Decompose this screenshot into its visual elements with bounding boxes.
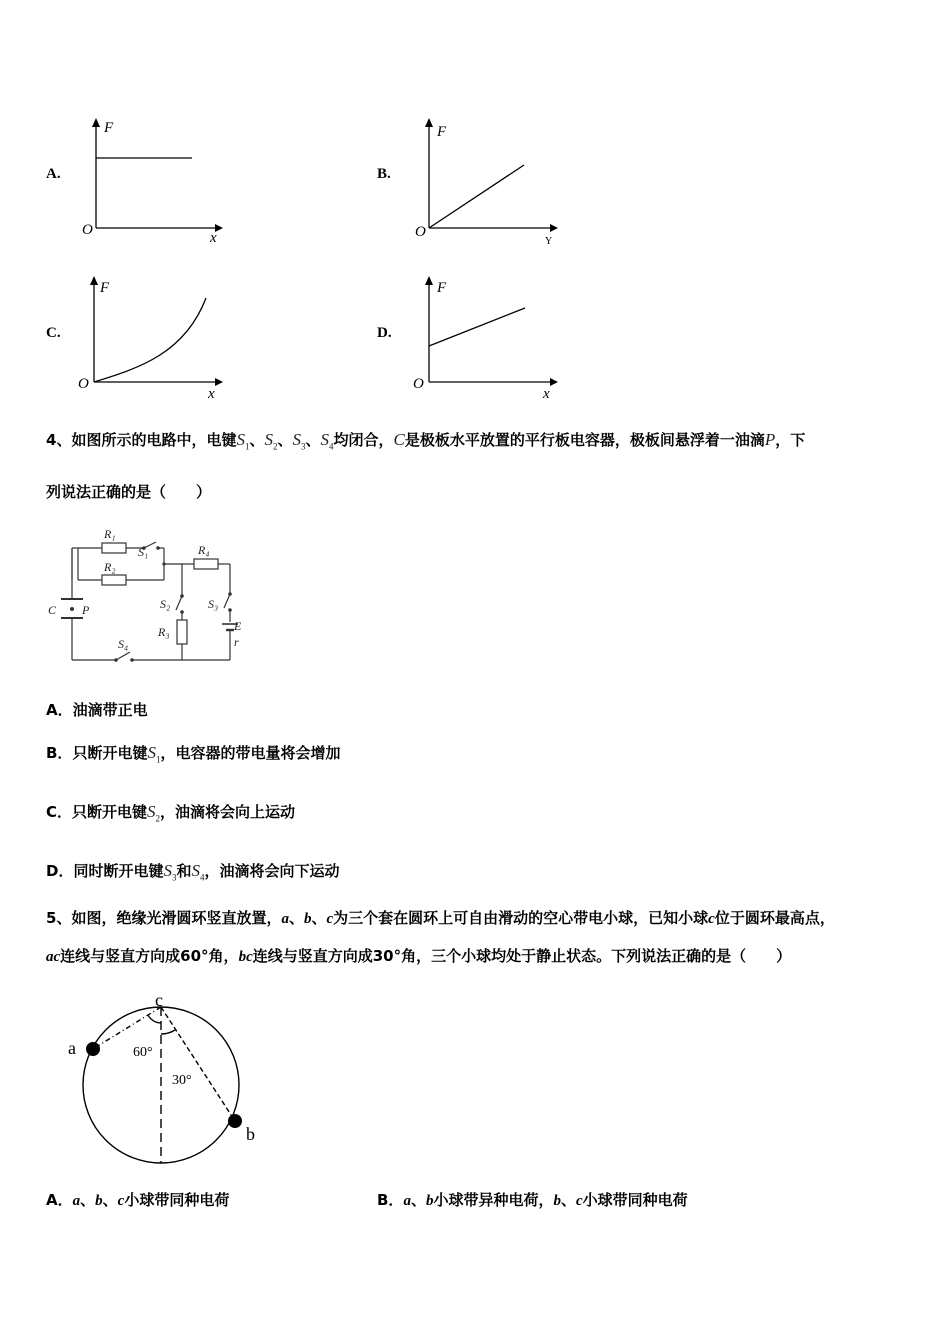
graph-a — [70, 110, 240, 245]
graph-c — [70, 268, 240, 403]
graph-d-y-label: F — [437, 280, 447, 296]
ring-c-label: c — [155, 990, 163, 1010]
graph-d-origin: O — [413, 376, 424, 392]
graph-a-y-label: F — [104, 120, 114, 136]
graph-b-origin: O — [415, 224, 426, 240]
q4-stem-line1: 4、如图所示的电路中，电键$S_1$、$S_2$、$S_3$、$S_4$均闭合，C是极板水平放置的平行板电容器，极板间悬浮着一油滴P，下 — [46, 430, 806, 452]
q4-circuit-diagram — [44, 520, 254, 666]
circuit-e-label: E — [234, 619, 242, 633]
q4-p-symbol: P — [764, 430, 776, 449]
q4-option-a: A．油滴带正电 — [46, 701, 148, 719]
option-d-label: D. — [377, 325, 392, 341]
ring-b-label: b — [246, 1124, 255, 1144]
graph-c-origin: O — [78, 376, 89, 392]
graph-c-x-label: x — [208, 386, 215, 402]
graph-c-y-label: F — [100, 280, 110, 296]
q4-s1-symbol: $S_1$ — [236, 430, 250, 452]
ring-angle-30: 30° — [172, 1073, 192, 1088]
q5-ring-diagram — [60, 990, 270, 1170]
option-c-label: C. — [46, 325, 61, 341]
ring-a-label: a — [68, 1038, 76, 1058]
graph-d-x-label: x — [543, 386, 550, 402]
q4-option-b: B．只断开电键$S_1$，电容器的带电量将会增加 — [46, 743, 341, 765]
graph-a-x-label: x — [210, 230, 217, 245]
circuit-c-label: C — [48, 603, 57, 617]
circuit-r3-label: R₃ — [158, 625, 170, 639]
q5-option-a: A．a、b、c小球带同种电荷 — [46, 1191, 230, 1209]
graph-a-origin: O — [82, 222, 93, 238]
q4-c-symbol: C — [393, 430, 405, 449]
q4-s3-symbol: $S_3$ — [292, 430, 306, 452]
circuit-r-label: r — [234, 635, 239, 649]
circuit-s3-label: S₃ — [208, 597, 219, 611]
circuit-r4-label: R₄ — [198, 543, 210, 557]
circuit-s4-label: S₄ — [118, 637, 129, 651]
q4-option-d: D．同时断开电键$S_3$和$S_4$，油滴将会向下运动 — [46, 861, 340, 883]
circuit-r1-label: R₁ — [104, 527, 116, 541]
q4-s4-symbol: $S_4$ — [320, 430, 334, 452]
ring-angle-60: 60° — [133, 1045, 153, 1060]
q5-stem-line2: ac连线与竖直方向成60°角，bc连线与竖直方向成30°角，三个小球均处于静止状态。下列说法正确的是（ ） — [46, 947, 792, 965]
graph-b-y-label: F — [437, 124, 447, 140]
q5-option-b: B．a、b小球带异种电荷，b、c小球带同种电荷 — [377, 1191, 688, 1209]
option-b-label: B. — [377, 166, 391, 182]
option-a-label: A. — [46, 166, 61, 182]
circuit-p-label: P — [82, 603, 90, 617]
q5-stem-line1: 5、如图，绝缘光滑圆环竖直放置，a、b、c为三个套在圆环上可自由滑动的空心带电小球，已知小球c位于圆环最高点， — [46, 909, 835, 927]
q4-s2-symbol: $S_2$ — [264, 430, 278, 452]
circuit-r2-label: R₂ — [104, 560, 116, 574]
q4-stem-line2: 列说法正确的是（ ） — [46, 483, 212, 501]
graph-b-x-label: Y — [545, 236, 553, 245]
circuit-s1-label: S₁ — [138, 545, 149, 559]
graph-d — [405, 268, 575, 403]
graph-b — [405, 110, 575, 245]
circuit-s2-label: S₂ — [160, 597, 171, 611]
q4-option-c: C．只断开电键$S_2$，油滴将会向上运动 — [46, 802, 296, 824]
